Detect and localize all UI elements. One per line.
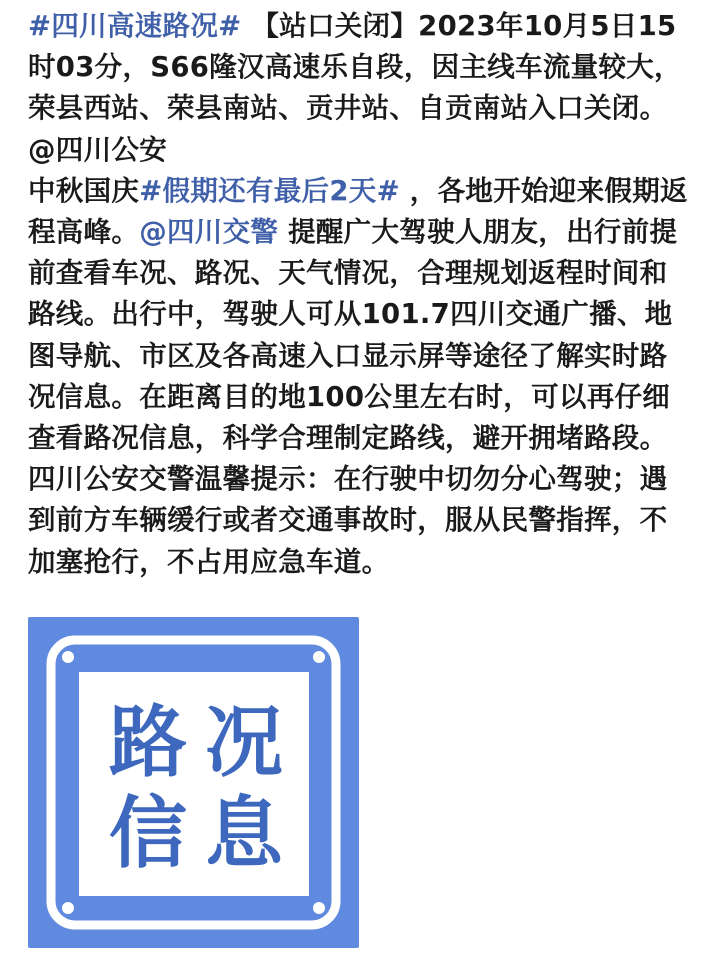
- mention-sichuan-police[interactable]: @四川公安: [28, 133, 167, 166]
- sign-char-kuang: 况: [204, 698, 284, 788]
- sign-char-lu: 路: [108, 698, 188, 788]
- sign-char-xi: 息: [204, 789, 284, 879]
- para2-middle: ，各地开始迎来假期返程高峰。: [28, 174, 688, 249]
- sign-char-xin: 信: [108, 789, 188, 879]
- para2-body: 提醒广大驾驶人朋友，出行前提前查看车况、路况、天气情况，合理规划返程时间和路线。出行中，驾驶人可从101.7四川交通广播、地图导航、市区及各高速入口显示屏等途径了解实时路况信息。在距离目的地100公里左右时，可以再仔细查看路况信息，科学合理制定路线，避开拥堵路段。四川公安交警温馨提示：在行驶中切勿分心驾驶；遇到前方车辆缓行或者交通事故时，服从民警指挥，不加塞抢行，不占用应急车道。: [28, 216, 678, 578]
- para2-lead: 中秋国庆: [28, 174, 140, 207]
- sign-rivet-bottom-right: [313, 902, 325, 914]
- hashtag-sichuan-highway[interactable]: #四川高速路况#: [28, 10, 242, 42]
- sign-rivet-top-left: [62, 651, 74, 663]
- post-text: [28, 6, 692, 583]
- sign-rivet-bottom-left: [62, 902, 74, 914]
- mention-sichuan-traffic-police[interactable]: @四川交警: [139, 216, 279, 249]
- road-info-sign: [28, 617, 359, 948]
- post-image-road-info[interactable]: [28, 617, 359, 948]
- sign-rivet-top-right: [313, 651, 325, 663]
- post-paragraph-2: [28, 171, 692, 583]
- hashtag-holiday[interactable]: #假期还有最后2天#: [139, 174, 400, 207]
- para1-body: 【站口关闭】2023年10月5日15时03分，S66隆汉高速乐自段，因主线车流量较大，荣县西站、荣县南站、贡井站、自贡南站入口关闭。: [28, 10, 682, 125]
- post-paragraph-1: [28, 6, 692, 171]
